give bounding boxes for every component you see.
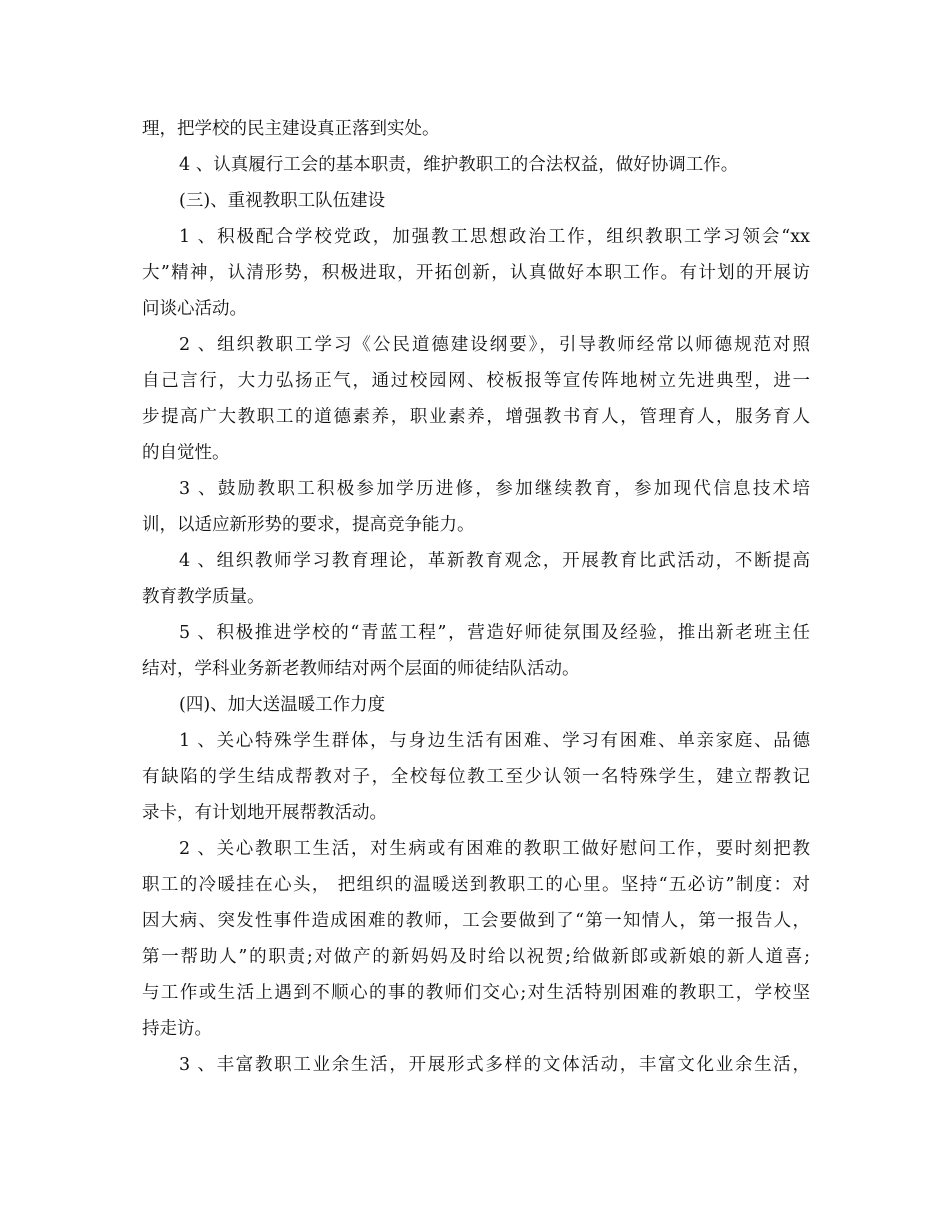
text-line: 步提高广大教职工的道德素养，职业素养，增强教书育人，管理育人，服务育人 (142, 407, 810, 427)
text-line: 问谈心活动。 (142, 299, 247, 319)
text-line: 与工作或生活上遇到不顺心的事的教师们交心;对生活特别困难的教职工，学校坚 (142, 983, 810, 1003)
text-line: 持走访。 (142, 1019, 212, 1039)
text-line: 训，以适应新形势的要求，提高竞争能力。 (142, 515, 475, 535)
text-line: 录卡，有计划地开展帮教活动。 (142, 803, 387, 823)
text-line: 2 、组织教职工学习《公民道德建设纲要》，引导教师经常以师德规范对照 (179, 335, 810, 355)
text-line: 职工的冷暖挂在心头， 把组织的温暖送到教职工的心里。坚持“五必访”制度：对 (142, 875, 810, 895)
text-line: 理，把学校的民主建设真正落到实处。 (142, 119, 440, 139)
text-line: 第一帮助人”的职责;对做产的新妈妈及时给以祝贺;给做新郎或新娘的新人道喜; (142, 947, 810, 967)
text-line: 1 、关心特殊学生群体，与身边生活有困难、学习有困难、单亲家庭、品德 (179, 731, 810, 751)
text-line: 5 、积极推进学校的“青蓝工程”，营造好师徒氛围及经验，推出新老班主任 (179, 623, 810, 643)
text-line: 3 、丰富教职工业余生活，开展形式多样的文体活动，丰富文化业余生活， (179, 1055, 810, 1075)
text-line: 大”精神，认清形势，积极进取，开拓创新，认真做好本职工作。有计划的开展访 (142, 263, 810, 283)
text-line: 4 、认真履行工会的基本职责，维护教职工的合法权益，做好协调工作。 (179, 155, 739, 175)
text-line: 1 、积极配合学校党政，加强教工思想政治工作，组织教职工学习领会“xx (179, 227, 810, 247)
text-line: 结对，学科业务新老教师结对两个层面的师徒结队活动。 (142, 659, 580, 679)
text-line: 的自觉性。 (142, 443, 230, 463)
text-line: 4 、组织教师学习教育理论，革新教育观念，开展教育比武活动，不断提高 (179, 551, 810, 571)
text-line: 2 、关心教职工生活，对生病或有困难的教职工做好慰问工作，要时刻把教 (179, 839, 810, 859)
section-heading: (三)、重视教职工队伍建设 (179, 191, 386, 211)
document-body (142, 111, 810, 1083)
text-line: 3 、鼓励教职工积极参加学历进修，参加继续教育，参加现代信息技术培 (179, 479, 810, 499)
text-line: 有缺陷的学生结成帮教对子，全校每位教工至少认领一名特殊学生，建立帮教记 (142, 767, 810, 787)
text-line: 教育教学质量。 (142, 587, 265, 607)
section-heading: (四)、加大送温暖工作力度 (179, 695, 386, 715)
text-line: 因大病、突发性事件造成困难的教师，工会要做到了“第一知情人，第一报告人， (142, 911, 810, 931)
text-line: 自己言行，大力弘扬正气，通过校园网、校板报等宣传阵地树立先进典型，进一 (142, 371, 810, 391)
